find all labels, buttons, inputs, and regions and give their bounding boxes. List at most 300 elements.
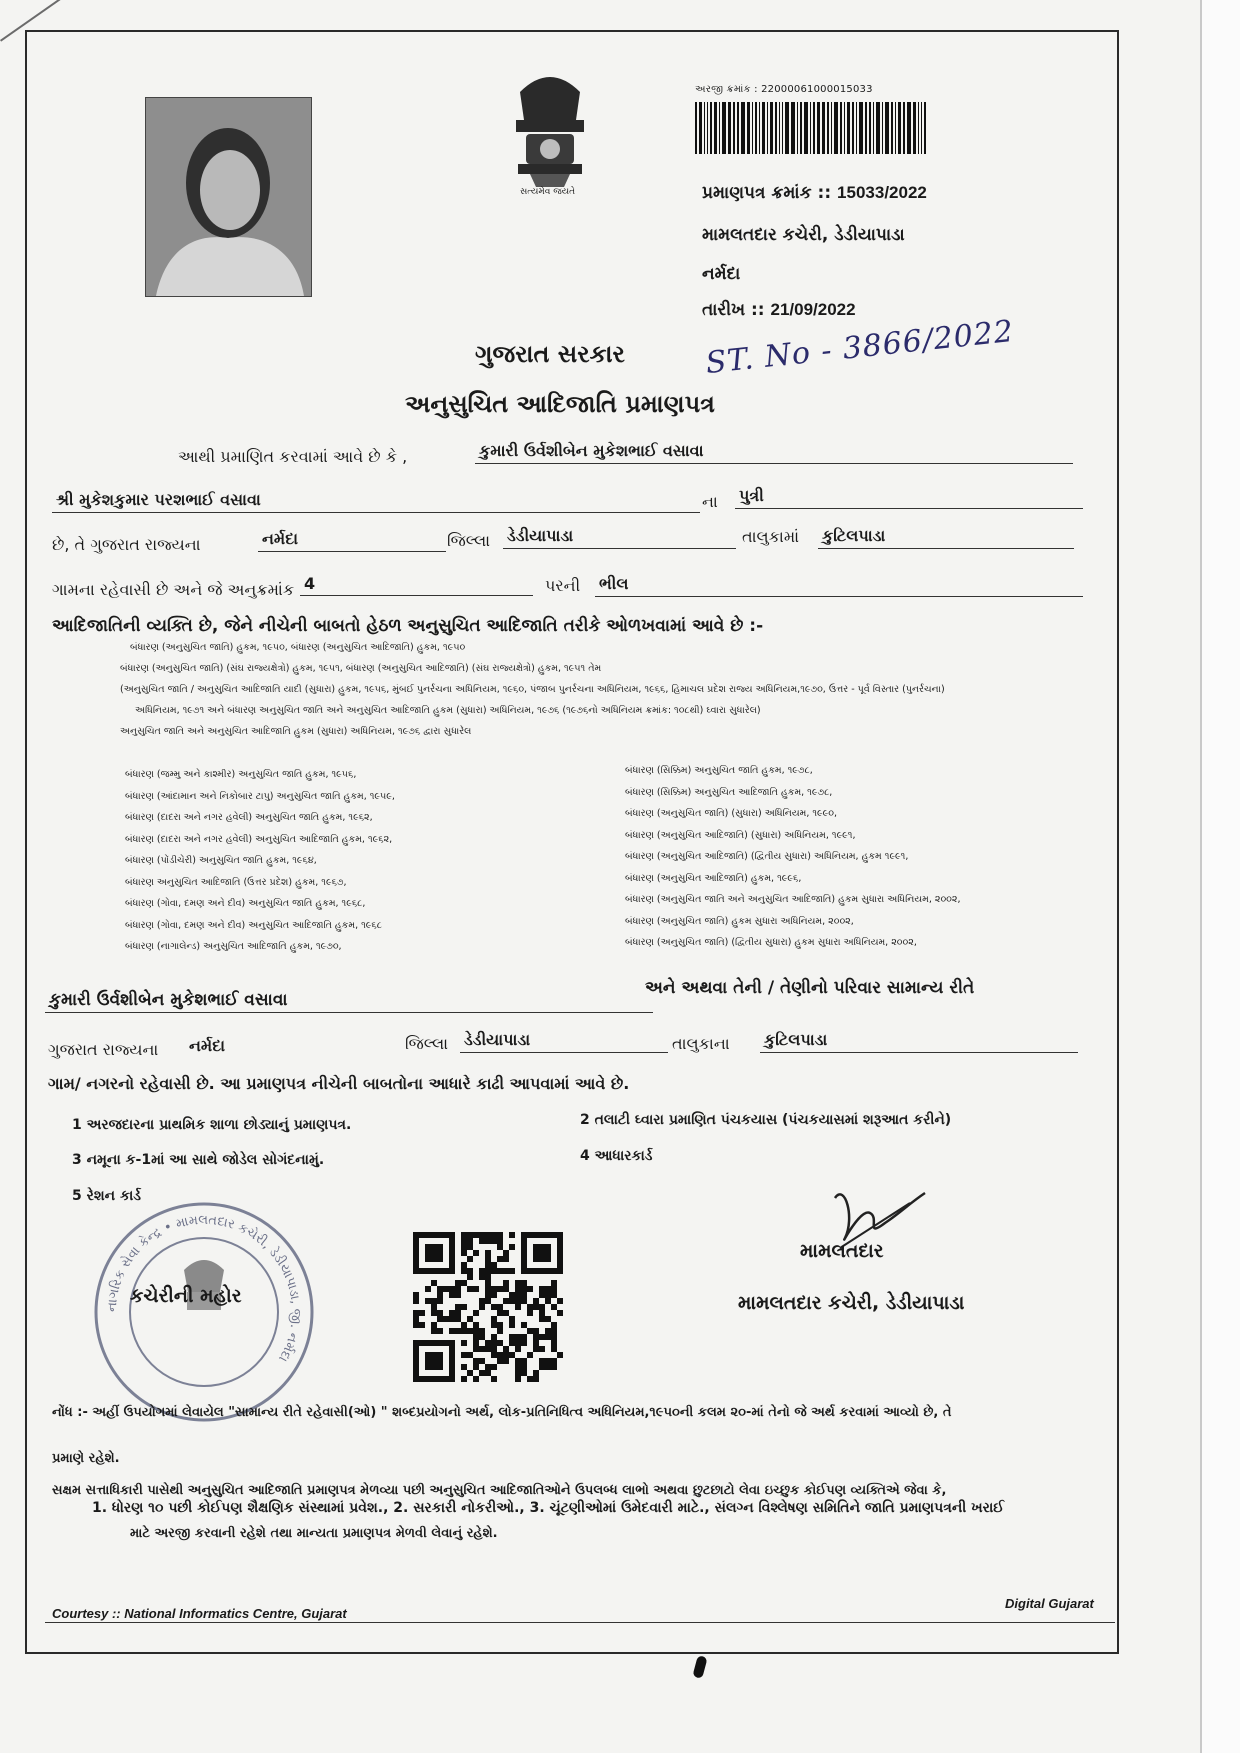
qr-module [473,1376,479,1382]
order-line: બંધારણ (અનુસુચિત જાતિ) હુકમ સુધારા અધિનિયમ, ૨૦૦૨, [625,915,854,927]
qr-module [539,1364,545,1370]
relation-label: ના [702,492,718,511]
qr-module [431,1310,437,1316]
qr-module [455,1304,461,1310]
qr-module [545,1286,551,1292]
barcode-bar [903,102,905,154]
qr-module [497,1328,503,1334]
father-name: શ્રી મુકેશકુમાર પરશભાઈ વસાવા [52,490,700,513]
qr-module [497,1340,503,1346]
residence-name: કુમારી ઉર્વશીબેન મુકેશભાઈ વસાવા [45,990,653,1013]
barcode-bar [844,102,845,154]
residence-taluka-label: તાલુકાના [672,1034,730,1053]
qr-module [485,1370,491,1376]
barcode-bar [722,102,726,154]
qr-module [467,1370,473,1376]
footer-divider [45,1622,1115,1623]
qr-module [515,1358,521,1364]
barcode-bar [782,102,783,154]
caste-value: ભીલ [595,574,1083,597]
qr-module [461,1352,467,1358]
qr-module [491,1262,497,1268]
qr-module [515,1340,521,1346]
qr-module [491,1346,497,1352]
barcode-bar [876,102,880,154]
residence-district-value: નર્મદા [189,1036,226,1055]
barcode-bar [817,102,820,154]
courtesy-text: Courtesy :: National Informatics Centre, Gujarat [52,1606,347,1621]
qr-module [479,1334,485,1340]
certificate-number-row [702,183,927,203]
qr-module [545,1328,551,1334]
qr-module [467,1256,473,1262]
barcode-bar [810,102,811,154]
order-line: બંધારણ (દાદરા અને નગર હવેલી) અનુસુચિત જાતિ હુકમ, ૧૯૬૨, [125,812,373,823]
qr-module [557,1310,563,1316]
emblem-caption: સત્યમેવ જયતે [520,187,576,197]
qr-module [515,1370,521,1376]
barcode-bar [733,102,735,154]
barcode-bar [762,102,765,154]
barcode-bar [737,102,739,154]
qr-module [551,1358,557,1364]
barcode-bar [779,102,780,154]
taluka-label: તાલુકામાં [742,527,800,546]
qr-module [551,1340,557,1346]
document-item: 4 આધારકાર્ડ [580,1148,653,1164]
qr-module [479,1298,485,1304]
qr-module [557,1298,563,1304]
qr-module [539,1310,545,1316]
qr-module [437,1316,443,1322]
qr-module [503,1352,509,1358]
qr-finder [533,1244,551,1262]
barcode-bar [834,102,838,154]
qr-module [467,1328,473,1334]
qr-module [431,1280,437,1286]
qr-module [509,1322,515,1328]
qr-module [461,1340,467,1346]
qr-module [461,1262,467,1268]
qr-module [503,1268,509,1274]
barcode-bar [882,102,883,154]
residence-state-label: ગુજરાત રાજ્યના [48,1040,159,1059]
qr-module [479,1232,485,1238]
qr-module [461,1322,467,1328]
qr-module [551,1346,557,1352]
government-title: ગુજરાત સરકાર [475,340,625,368]
barcode-bar [719,102,720,154]
order-line: બંધારણ (અનુસુચિત જાતિ) (દ્વિતીય સુધારા) હુકમ સુધારા અધિનિયમ, ૨૦૦૨, [625,937,917,948]
qr-module [431,1322,437,1328]
handwritten-reference: ST. No - 3866/2022 [704,313,1016,382]
order-line: બંધારણ (અનુસુચિત આદિજાતિ) હુકમ, ૧૯૯૬, [625,872,802,884]
qr-module [449,1286,455,1292]
barcode-bar [813,102,815,154]
qr-module [491,1316,497,1322]
qr-module [413,1298,419,1304]
qr-module [485,1262,491,1268]
qr-module [461,1268,467,1274]
family-sentence: અને અથવા તેની / તેણીનો પરિવાર સામાન્ય રીતે [645,978,975,998]
qr-module [491,1340,497,1346]
qr-module [551,1280,557,1286]
qr-module [497,1310,503,1316]
qr-module [449,1292,455,1298]
qr-module [515,1280,521,1286]
qr-module [509,1298,515,1304]
brand-text: Digital Gujarat [1005,1596,1094,1611]
qr-module [515,1286,521,1292]
barcode-bar [755,102,757,154]
barcode-bar [791,102,795,154]
barcode-bar [741,102,745,154]
qr-module [497,1256,503,1262]
qr-module [503,1310,509,1316]
qr-module [491,1334,497,1340]
qr-module [503,1256,509,1262]
qr-module [455,1286,461,1292]
qr-module [533,1298,539,1304]
qr-module [491,1292,497,1298]
qr-module [479,1328,485,1334]
qr-module [527,1376,533,1382]
residence-taluka-value: ડેડીયાપાડા [460,1030,668,1053]
qr-module [473,1322,479,1328]
issuing-district: નર્મદા [702,264,741,284]
qr-module [473,1310,479,1316]
qr-module [521,1364,527,1370]
barcode-bar [913,102,916,154]
qr-module [437,1292,443,1298]
order-line: બંધારણ (અનુસુચિત જાતિ) (સંઘ રાજ્યક્ષેત્રો) હુકમ, ૧૯૫૧, બંધારણ (અનુસુચિત આદિજાતિ) (સંઘ રાજ્યક્ષેત્રો) હુકમ, ૧૯૫૧ તેમ [120,663,602,674]
qr-module [521,1298,527,1304]
barcode-bar [785,102,789,154]
barcode-bar [847,102,850,154]
qr-module [485,1340,491,1346]
seal-center-text: કચેરીની મહોર [130,1285,242,1307]
qr-module [473,1232,479,1238]
orders-right-list [625,760,1075,954]
qr-module [467,1232,473,1238]
issue-date-label: તારીખ :: [702,300,765,320]
qr-module [533,1376,539,1382]
qr-module [491,1304,497,1310]
order-line: બંધારણ (પોંડીચેરી) અનુસુચિત જાતિ હુકમ, ૧૯૬૪, [125,855,317,866]
qr-module [539,1286,545,1292]
applicant-name: કુમારી ઉર્વશીબેન મુકેશભાઈ વસાવા [475,441,1073,464]
qr-module [485,1232,491,1238]
qr-module [533,1370,539,1376]
qr-module [461,1328,467,1334]
competent-authority-line: સક્ષમ સત્તાધિકારી પાસેથી અનુસુચિત આદિજાતિ પ્રમાણપત્ર મેળવ્યા પછી અનુસુચિત આદિજાતિઓને ઉપલબ્ધ લાભો અથવા છુટછાટો લેવા ઇચ્છુક કોઈપણ વ્યક્તિએ જેવા કે, [52,1483,947,1498]
order-line: બંધારણ (અનુસુચિત જાતિ) (સુધારા) અધિનિયમ, ૧૯૯૦, [625,808,838,819]
qr-module [437,1328,443,1334]
qr-module [551,1328,557,1334]
qr-module [467,1352,473,1358]
qr-module [431,1328,437,1334]
qr-module [521,1370,527,1376]
qr-module [455,1328,461,1334]
paper-edge [1200,0,1240,1753]
qr-module [551,1364,557,1370]
barcode-bar [714,102,717,154]
qr-module [449,1328,455,1334]
qr-module [509,1292,515,1298]
applicant-photo [145,97,312,297]
qr-module [503,1250,509,1256]
qr-module [485,1346,491,1352]
qr-module [491,1268,497,1274]
barcode-bar [752,102,753,154]
qr-module [503,1298,509,1304]
qr-module [437,1286,443,1292]
qr-module [467,1268,473,1274]
barcode-bar [770,102,773,154]
qr-module [533,1328,539,1334]
barcode-bar [747,102,750,154]
qr-module [485,1364,491,1370]
qr-module [509,1268,515,1274]
barcode-bar [891,102,893,154]
relation-value: પુત્રી [735,486,1083,509]
qr-module [479,1358,485,1364]
qr-module [443,1316,449,1322]
qr-module [473,1364,479,1370]
qr-module [479,1370,485,1376]
qr-module [455,1310,461,1316]
qr-module [539,1292,545,1298]
district-label: જિલ્લા [447,531,491,550]
order-line: બંધારણ (અનુસુચિત જાતિ અને અનુસુચિત આદિજાતિ) હુકમ સુધારા અધિનિયમ, ૨૦૦૨, [625,894,961,905]
qr-module [497,1268,503,1274]
barcode-bar [852,102,854,154]
qr-module [425,1298,431,1304]
qr-module [551,1334,557,1340]
qr-module [533,1334,539,1340]
qr-module [515,1298,521,1304]
qr-module [485,1298,491,1304]
qr-module [533,1346,539,1352]
qr-module [497,1304,503,1310]
order-line: અનુસુચિત જાતિ અને અનુસુચિત આદિજાતિ હુકમ (સુધારા) અધિનિયમ, ૧૯૭૬ દ્વારા સુધારેલ [120,726,472,737]
barcode-bar [797,102,798,154]
qr-module [437,1298,443,1304]
basis-sentence: ગામ/ નગરનો રહેવાસી છે. આ પ્રમાણપત્ર નીચેની બાબતોના આધારે કાઢી આપવામાં આવે છે. [48,1074,630,1093]
qr-finder [425,1352,443,1370]
qr-module [491,1232,497,1238]
village-value: કુટિલપાડા [818,526,1074,549]
barcode-bar [710,102,712,154]
document-item: 2 તલાટી ઘ્વારા પ્રમાણિત પંચકયાસ (પંચકયાસમાં શરૂઆત કરીને) [580,1112,952,1128]
qr-module [509,1340,515,1346]
qr-module [485,1280,491,1286]
qr-module [503,1286,509,1292]
qr-module [473,1358,479,1364]
qr-module [527,1352,533,1358]
qr-module [497,1286,503,1292]
qr-module [545,1358,551,1364]
qr-module [551,1286,557,1292]
barcode-bar [804,102,808,154]
qr-module [545,1292,551,1298]
qr-module [533,1340,539,1346]
orders-top-list [120,637,1080,742]
qr-module [521,1280,527,1286]
qr-module [485,1286,491,1292]
order-line: બંધારણ (નાગાલેન્ડ) અનુસુચિત આદિજાતિ હુકમ, ૧૯૭૦, [125,941,342,952]
qr-module [491,1286,497,1292]
point-line: 1. ધોરણ ૧૦ પછી કોઈપણ શૈક્ષણિક સંસ્થામાં પ્રવેશ., 2. સરકારી નોકરીઓ., 3. ચૂંટણીઓમાં ઉમેદવારી માટે., સંલગ્ન વિશ્લેષણ સમિતિને જાતિ પ્રમાણપત્રની ખરાઈ [92,1500,1005,1516]
qr-module [473,1346,479,1352]
barcode-bar [918,102,919,154]
barcode-number: અરજી ક્રમાંક : 22000061000015033 [695,84,873,95]
qr-module [551,1304,557,1310]
qr-module [455,1316,461,1322]
qr-module [503,1280,509,1286]
barcode-bar [767,102,768,154]
qr-module [479,1268,485,1274]
barcode-bar [695,102,697,154]
office-seal-icon [92,1200,317,1425]
qr-module [515,1364,521,1370]
national-emblem-icon [490,62,610,202]
qr-module [449,1310,455,1316]
qr-module [515,1292,521,1298]
issuing-office: મામલતદાર કચેરી, ડેડીયાપાડા [702,225,905,245]
qr-module [479,1238,485,1244]
qr-module [479,1274,485,1280]
barcode-bar [921,102,922,154]
qr-module [455,1280,461,1286]
qr-module [551,1292,557,1298]
document-item: 1 અરજદારના પ્રાથમિક શાળા છોડ્યાનું પ્રમાણપત્ર. [72,1117,352,1133]
qr-module [533,1304,539,1310]
barcode-bar [775,102,777,154]
qr-module [545,1334,551,1340]
order-line: બંધારણ અનુસુચિત આદિજાતિ (ઉત્તર પ્રદેશ) હુકમ, ૧૯૬૭, [125,876,347,888]
order-line: બંધારણ (આંદામાન અને નિકોબાર ટાપુ) અનુસુચિત જાતિ હુકમ, ૧૯૫૯, [125,790,395,802]
barcode-bar [704,102,705,154]
qr-module [473,1334,479,1340]
qr-module [461,1238,467,1244]
barcode-bar [831,102,832,154]
qr-module [509,1334,515,1340]
qr-module [431,1304,437,1310]
document-item: 5 રેશન કાર્ડ [72,1188,141,1204]
qr-module [425,1286,431,1292]
portrait-image [146,98,311,296]
qr-module [437,1310,443,1316]
qr-module [461,1232,467,1238]
barcode-bar [907,102,911,154]
barcode [695,102,935,154]
order-line: બંધારણ (દાદરા અને નગર હવેલી) અનુસુચિત આદિજાતિ હુકમ, ૧૯૬૨, [125,833,393,845]
qr-module [491,1376,497,1382]
qr-module [497,1232,503,1238]
order-line: બંધારણ (સિક્કિમ) અનુસુચિત આદિજાતિ હુકમ, ૧૯૭૮, [625,786,833,798]
residence-district-label: જિલ્લા [405,1034,449,1053]
qr-module [419,1322,425,1328]
qr-module [461,1250,467,1256]
qr-module [521,1322,527,1328]
barcode-bar [924,102,926,154]
note-line: પ્રમાણે રહેશે. [52,1451,120,1466]
qr-module [545,1298,551,1304]
qr-module [557,1352,563,1358]
qr-module [509,1244,515,1250]
barcode-bar [800,102,802,154]
qr-module [539,1358,545,1364]
signatory-title: મામલતદાર [800,1240,884,1262]
qr-module [545,1316,551,1322]
qr-module [509,1316,515,1322]
orders-left-list [125,764,555,958]
note-line: નોંધ :- અહીં ઉપયોગમાં લેવાયેલ "સામાન્ય રીતે રહેવાસી(ઓ) " શબ્દપ્રયોગનો અર્થ, લોક-પ્રતિનિધિત્વ અધિનિયમ,૧૯૫૦ની કલમ ૨૦-માં તેનો જે અર્થ કરવામાં આવ્યો છે, તે [52,1405,952,1420]
qr-module [413,1292,419,1298]
qr-module [431,1298,437,1304]
qr-module [461,1304,467,1310]
order-line: બંધારણ (અનુસુચિત આદિજાતિ) (સુધારા) અધિનિયમ, ૧૯૯૧, [625,829,856,841]
qr-module [527,1310,533,1316]
qr-module [521,1340,527,1346]
qr-module [515,1334,521,1340]
issue-date: 21/09/2022 [770,300,856,319]
barcode-bar [873,102,874,154]
qr-module [491,1364,497,1370]
barcode-bar [699,102,702,154]
point-line: માટે અરજી કરવાની રહેશે તથા માન્યતા પ્રમાણપત્ર મેળવી લેવાનું રહેશે. [130,1526,498,1541]
qr-module [497,1358,503,1364]
qr-module [515,1346,521,1352]
qr-module [461,1280,467,1286]
district-value: નર્મદા [258,529,446,552]
qr-module [467,1274,473,1280]
qr-module [413,1316,419,1322]
qr-module [491,1322,497,1328]
qr-module [413,1310,419,1316]
qr-module [491,1238,497,1244]
qr-module [461,1376,467,1382]
barcode-bar [885,102,889,154]
serial-number: 4 [300,574,533,596]
qr-module [485,1274,491,1280]
order-line: બંધારણ (સિક્કિમ) અનુસુચિત જાતિ હુકમ, ૧૯૭૮, [625,765,813,776]
qr-module [467,1286,473,1292]
qr-module [539,1304,545,1310]
qr-module [539,1316,545,1322]
qr-module [527,1304,533,1310]
order-line: અધિનિયમ, ૧૯૭૧ અને બંધારણ અનુસુચિત જાતિ અને અનુસુચિત આદિજાતિ હુકમ (સુધારા) અધિનિયમ, ૧૯૭૬ (૧૯૭૬નો અધિનિયમ ક્રમાંક: ૧૦૮થી) ઘ્વારા સુધારેલ) [135,705,761,716]
barcode-bar [827,102,829,154]
barcode-bar [895,102,896,154]
qr-module [539,1334,545,1340]
qr-module [521,1286,527,1292]
order-line: બંધારણ (અનુસુચિત આદિજાતિ) (દ્વિતીય સુધારા) અધિનિયમ, હુકમ ૧૯૯૧, [625,851,909,862]
qr-module [509,1232,515,1238]
barcode-bar [822,102,825,154]
issue-date-row [702,300,856,320]
certificate-number: 15033/2022 [837,183,927,202]
ink-mark [692,1655,707,1679]
tribe-sentence: આદિજાતિની વ્યક્તિ છે, જેને નીચેની બાબતો હેઠળ અનુસુચિત આદિજાતિ તરીકે ઓળખવામાં આવે છે :- [52,616,764,636]
barcode-bar [759,102,760,154]
qr-module [485,1238,491,1244]
qr-module [455,1292,461,1298]
qr-module [485,1292,491,1298]
certificate-title: અનુસુચિત આદિજાતિ પ્રમાણપત્ર [405,390,715,418]
order-line: (અનુસુચિત જાતિ / અનુસુચિત આદિજાતિ યાદી (સુધારા) હુકમ, ૧૯૫૬, મુંબઈ પુનર્રચના અધિનિયમ, ૧૯૬૦, પંજાબ પુનર્રચના અધિનિયમ, ૧૯૬૬, હિમાચલ પ્રદેશ રાજ્ય અધિનિયમ,૧૯૭૦, ઉત્તર - પૂર્વ વિસ્તાર (પુનર્રચના) [120,684,945,695]
